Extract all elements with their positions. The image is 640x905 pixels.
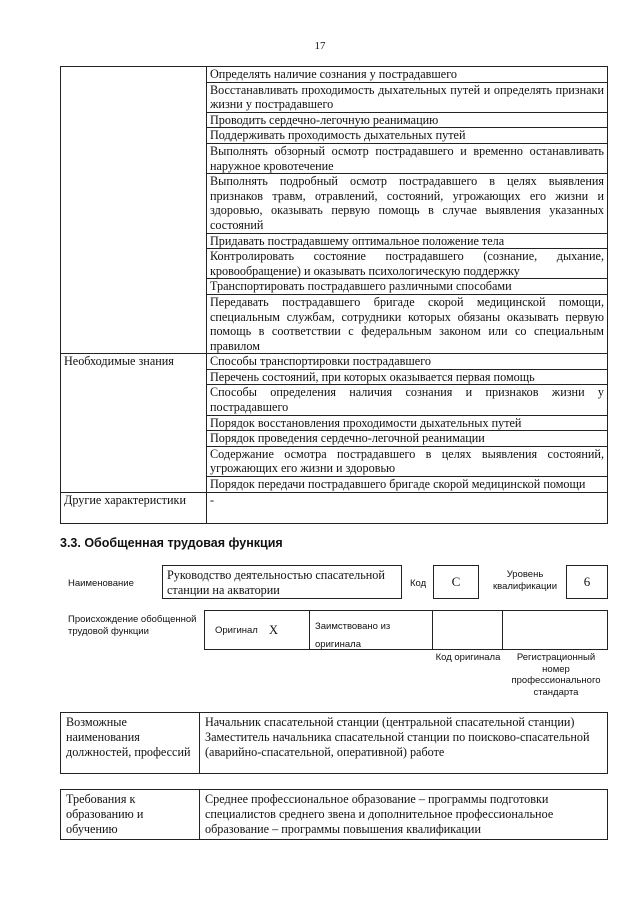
section-title: 3.3. Обобщенная трудовая функция [60,536,283,550]
level-value: 6 [583,574,591,589]
action-cell: Проводить сердечно-легочную реанимацию [207,112,608,128]
action-cell: Контролировать состояние пострадавшего (сознание, дыхание, кровообращение) и оказывать психологическую поддержку [207,249,608,279]
knowledge-cell: Содержание осмотра пострадавшего в целях выявления состояний, угрожающих его жизни и здоровью [207,446,608,476]
table-row [61,713,608,774]
table-row [61,790,608,840]
knowledge-label: Необходимые знания [61,354,207,492]
page-number: 17 [314,40,326,52]
knowledge-cell: Способы определения наличия сознания и признаков жизни у пострадавшего [207,385,608,415]
action-cell: Выполнять подробный осмотр пострадавшего в целях выявления признаков травм, отравлений, состояний, угрожающих его жизни и здоровью, оказывать первую помощь в случае выявления указанных состояний [207,174,608,233]
borrowed-cell [309,610,433,650]
knowledge-cell: Способы транспортировки пострадавшего [207,354,608,370]
action-cell: Восстанавливать проходимость дыхательных путей и определять признаки жизни у пострадавшего [207,82,608,112]
positions-table [60,712,608,774]
positions-value [200,713,608,774]
knowledge-cell: Порядок восстановления проходимости дыхательных путей [207,415,608,431]
level-value-box [566,565,608,599]
position-line: Начальник спасательной станции (центральной спасательной станции) [205,715,575,729]
other-value: - [207,492,608,523]
action-cell: Выполнять обзорный осмотр пострадавшего и временно останавливать наружное кровотечение [207,143,608,173]
code-value-box [433,565,479,599]
knowledge-cell: Перечень состояний, при которых оказывается первая помощь [207,369,608,385]
action-cell: Передавать пострадавшего бригаде скорой медицинской помощи, специальным службам, сотрудники которых обязаны оказывать первую помощь в соответствии с федеральным законом или со специальным правилом [207,294,608,353]
code-original-cell [432,610,503,650]
actions-knowledge-table [60,66,608,524]
name-label: Наименование [68,578,134,589]
education-table [60,789,608,840]
knowledge-cell: Порядок проведения сердечно-легочной реанимации [207,431,608,447]
action-cell: Придавать пострадавшему оптимальное положение тела [207,233,608,249]
reg-number-label: Регистрационный номер профессионального стандарта [511,652,601,698]
table-row [61,492,608,523]
positions-label: Возможные наименования должностей, профессий [61,713,200,774]
table-row [61,354,608,370]
empty-label-cell [61,67,207,354]
original-mark: X [269,623,279,637]
education-value: Среднее профессиональное образование – программы подготовки специалистов среднего звена и дополнительное профессиональное образование – программы повышения квалификации [200,790,608,840]
table-row [61,67,608,83]
action-cell: Транспортировать пострадавшего различными способами [207,279,608,295]
other-label: Другие характеристики [61,492,207,523]
reg-number-cell [502,610,608,650]
original-label: Оригинал [215,625,258,636]
origin-label: Происхождение обобщенной трудовой функции [68,614,197,637]
code-original-label: Код оригинала [435,652,501,663]
name-value-box [162,565,402,599]
action-cell: Определять наличие сознания у пострадавшего [207,67,608,83]
original-cell [204,610,310,650]
position-line: Заместитель начальника спасательной станции по поисково-спасательной (аварийно-спасательной, оперативной) работе [205,730,590,759]
knowledge-cell: Порядок передачи пострадавшего бригаде скорой медицинской помощи [207,477,608,493]
level-label: Уровень квалификации [492,569,558,592]
action-cell: Поддерживать проходимость дыхательных путей [207,128,608,144]
name-value: Руководство деятельностью спасательной станции на акватории [167,568,385,597]
education-label: Требования к образованию и обучению [61,790,200,840]
code-label: Код [410,578,427,589]
borrowed-label: Заимствовано из оригинала [315,621,391,650]
code-value: C [451,574,461,589]
